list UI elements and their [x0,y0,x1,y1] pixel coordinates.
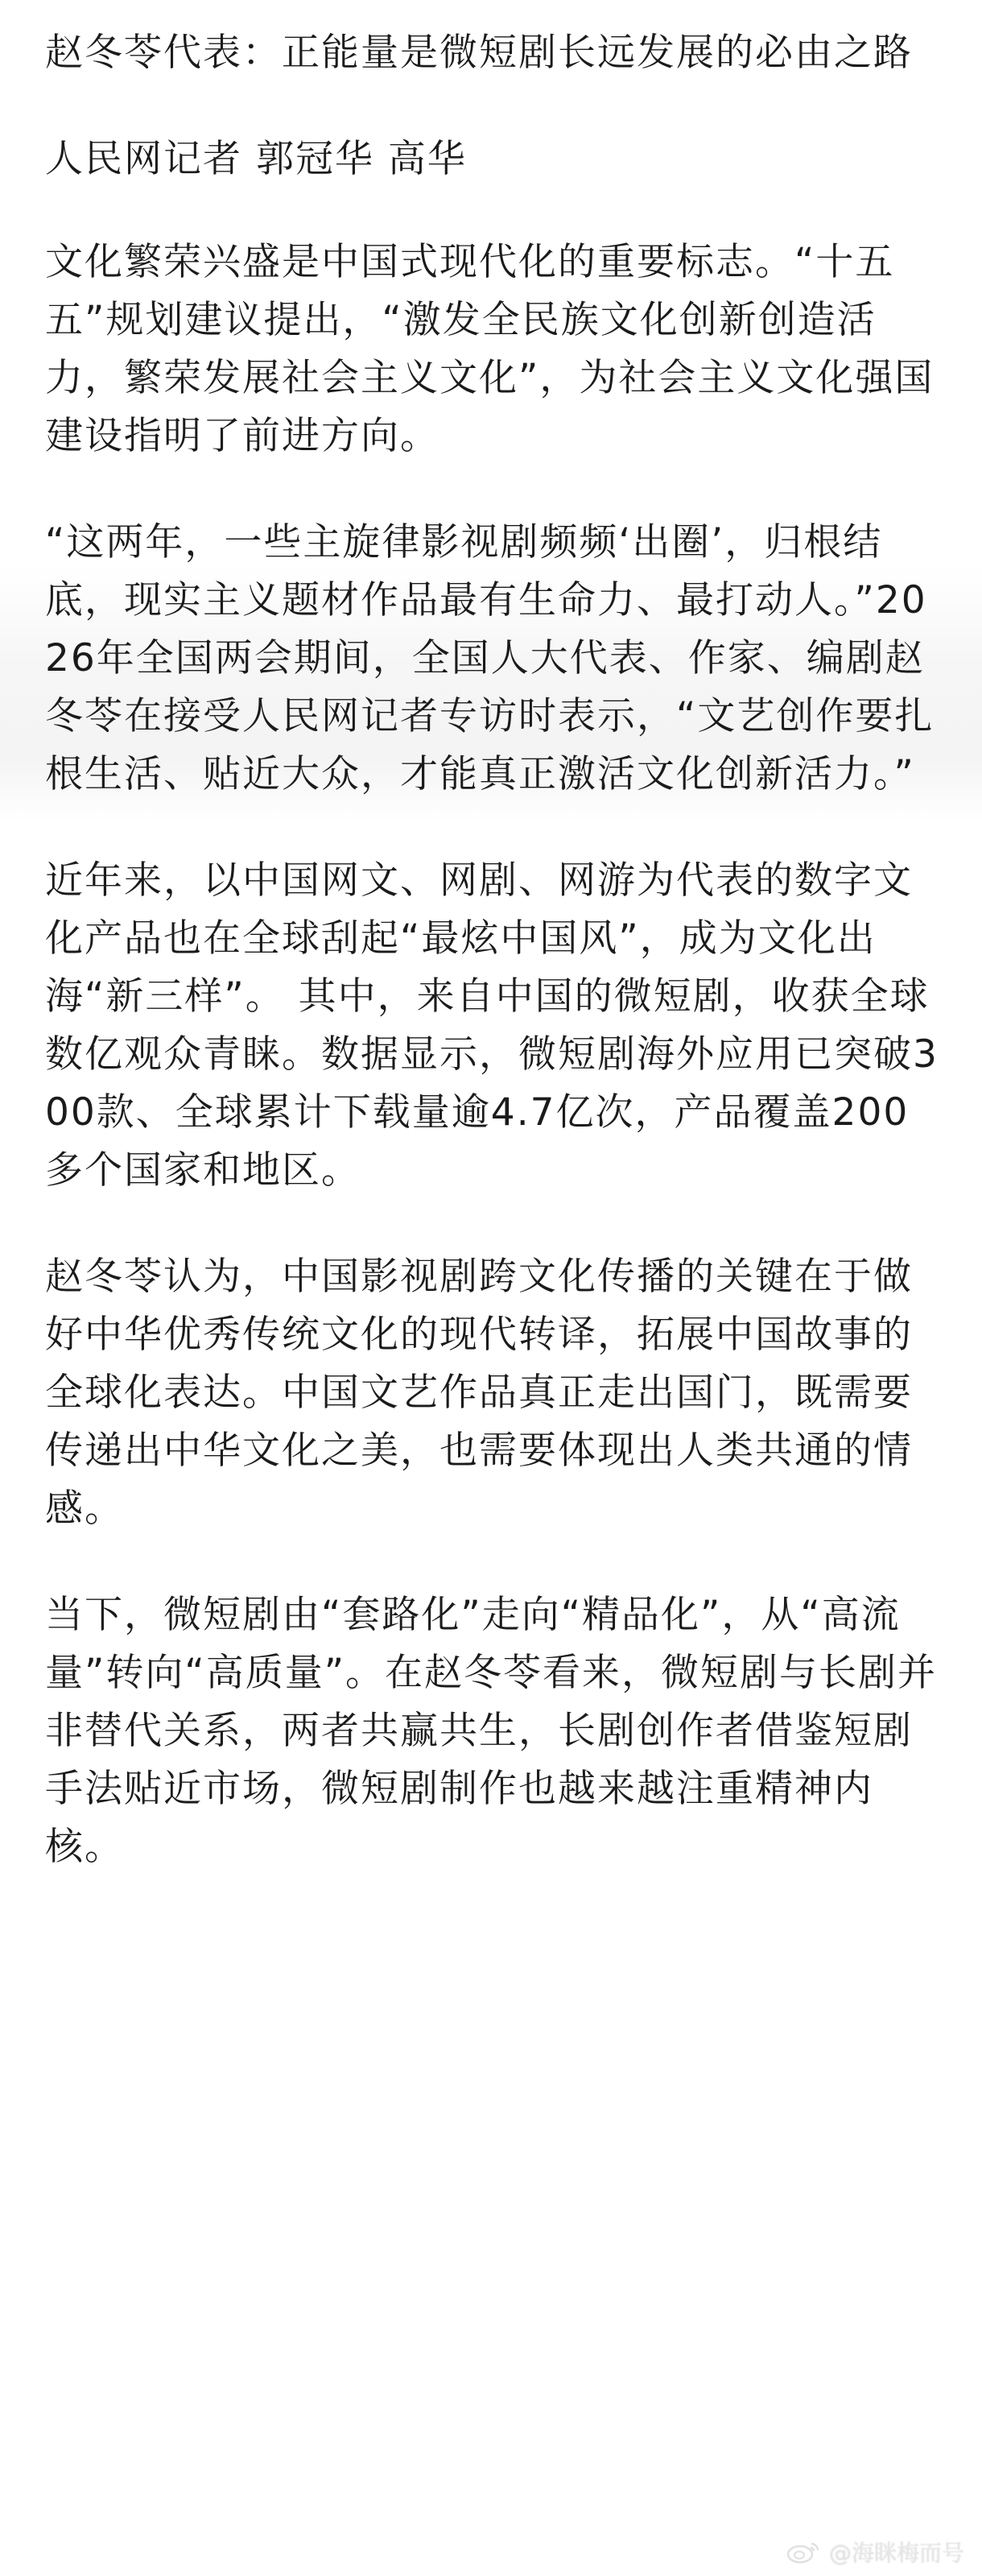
weibo-logo-icon [786,2539,821,2565]
watermark [786,2536,964,2568]
watermark-text: @海眯梅而号 [828,2540,964,2566]
paragraph-4: 赵冬苓认为，中国影视剧跨文化传播的关键在于做好中华优秀传统文化的现代转译，拓展中国故事的全球化表达。中国文艺作品真正走出国门，既需要传递出中华文化之美，也需要体现出人类共通的情感。 [45,1255,913,1531]
article-title: 赵冬苓代表：正能量是微短剧长远发展的必由之路 [45,31,913,75]
article-body [45,24,947,1925]
paragraph-2: “这两年，一些主旋律影视剧频频‘出圈’，归根结底，现实主义题材作品最有生命力、最打动人。”2026年全国两会期间，全国人大代表、作家、编剧赵冬苓在接受人民网记者专访时表示，“文艺创作要扎根生活、贴近大众，才能真正激活文化创新活力。” [45,520,935,796]
paragraph-3: 近年来，以中国网文、网剧、网游为代表的数字文化产品也在全球刮起“最炫中国风”，成为文化出海“新三样”。 其中，来自中国的微短剧，收获全球数亿观众青睐。数据显示，微短剧海外应用已突破300款、全球累计下载量逾4.7亿次，产品覆盖200多个国家和地区。 [45,858,939,1193]
paragraph-5: 当下，微短剧由“套路化”走向“精品化”，从“高流量”转向“高质量”。在赵冬苓看来，微短剧与长剧并非替代关系，两者共赢共生，长剧创作者借鉴短剧手法贴近市场，微短剧制作也越来越注重精神内核。 [45,1593,938,1869]
paragraph-1: 文化繁荣兴盛是中国式现代化的重要标志。“十五五”规划建议提出，“激发全民族文化创新创造活力，繁荣发展社会主义文化”，为社会主义文化强国建设指明了前进方向。 [45,240,935,458]
article-byline: 人民网记者 郭冠华 高华 [45,137,467,181]
